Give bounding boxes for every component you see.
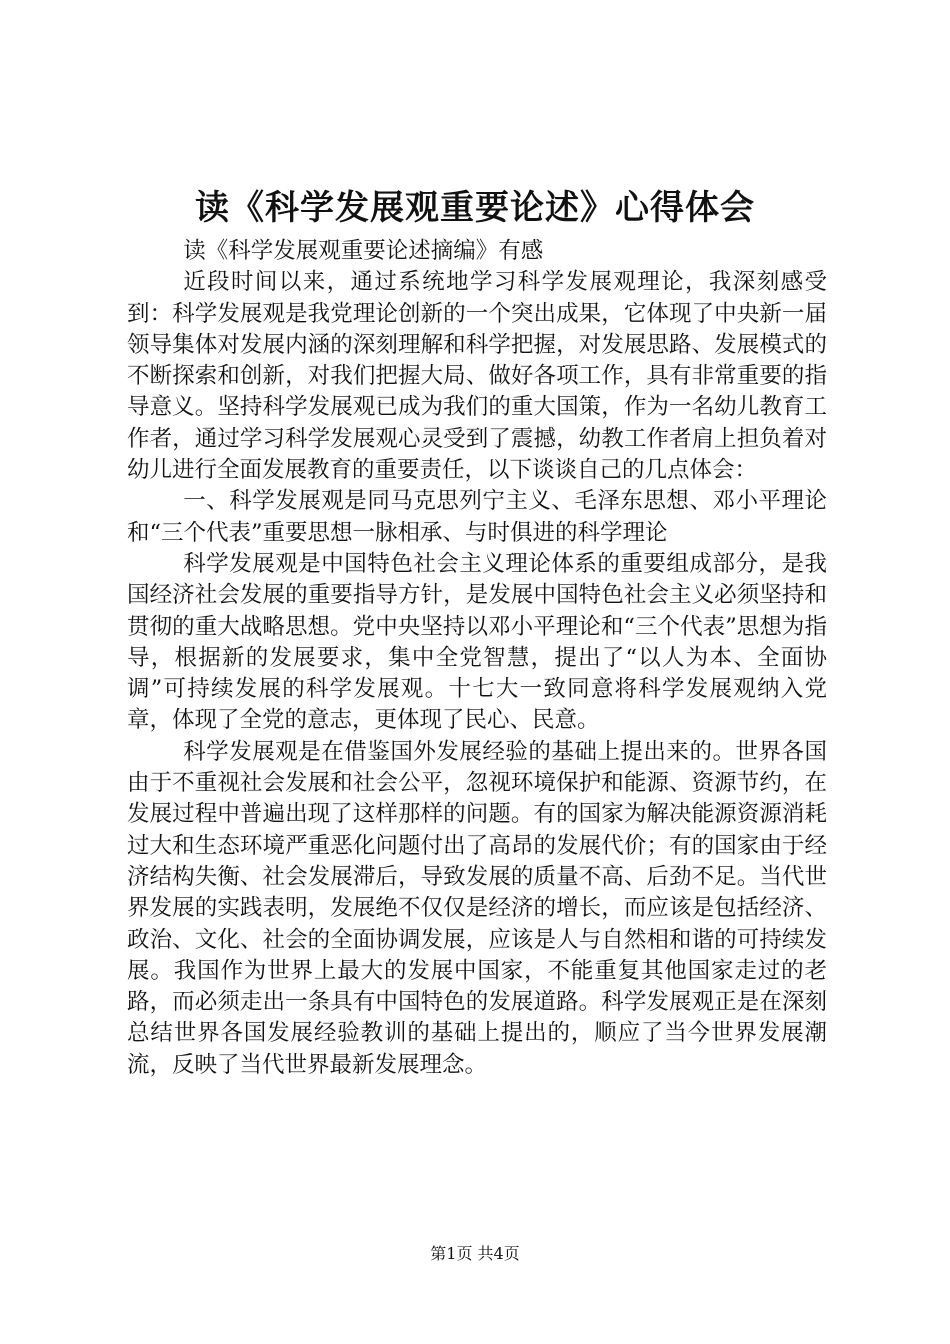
paragraph-intro: 近段时间以来，通过系统地学习科学发展观理论，我深刻感受到：科学发展观是我党理论创新的一个突出成果，它体现了中央新一届领导集体对发展内涵的深刻理解和科学把握，对发展思路、发展模式的不断探索和创新，对我们把握大局、做好各项工作，具有非常重要的指导意义。坚持科学发展观已成为我们的重大国策，作为一名幼儿教育工作者，通过学习科学发展观心灵受到了震撼，幼教工作者肩上担负着对幼儿进行全面发展教育的重要责任，以下谈谈自己的几点体会：: [127, 269, 827, 484]
document-subtitle: 读《科学发展观重要论述摘编》有感: [183, 238, 544, 264]
section-heading-1: 一、科学发展观是同马克思列宁主义、毛泽东思想、邓小平理论和“三个代表”重要思想一脉相承、与时俱进的科学理论: [127, 488, 827, 546]
document-body: [127, 236, 827, 1081]
paragraph-section1-b: 科学发展观是在借鉴国外发展经验的基础上提出来的。世界各国由于不重视社会发展和社会公平，忽视环境保护和能源、资源节约，在发展过程中普遍出现了这样那样的问题。有的国家为解决能源资源消耗过大和生态环境严重恶化问题付出了高昂的发展代价；有的国家由于经济结构失衡、社会发展滞后，导致发展的质量不高、后劲不足。当代世界发展的实践表明，发展绝不仅仅是经济的增长，而应该是包括经济、政治、文化、社会的全面协调发展，应该是人与自然相和谐的可持续发展。我国作为世界上最大的发展中国家，不能重复其他国家走过的老路，而必须走出一条具有中国特色的发展道路。科学发展观正是在深刻总结世界各国发展经验教训的基础上提出的，顺应了当今世界发展潮流，反映了当代世界最新发展理念。: [127, 738, 827, 1078]
page-footer: 第1页 共4页: [430, 1244, 520, 1263]
document-title: 读《科学发展观重要论述》心得体会: [195, 188, 755, 228]
paragraph-section1-a: 科学发展观是中国特色社会主义理论体系的重要组成部分，是我国经济社会发展的重要指导方针，是发展中国特色社会主义必须坚持和贯彻的重大战略思想。党中央坚持以邓小平理论和“三个代表”思想为指导，根据新的发展要求，集中全党智慧，提出了“以人为本、全面协调”可持续发展的科学发展观。十七大一致同意将科学发展观纳入党章，体现了全党的意志，更体现了民心、民意。: [127, 550, 827, 734]
